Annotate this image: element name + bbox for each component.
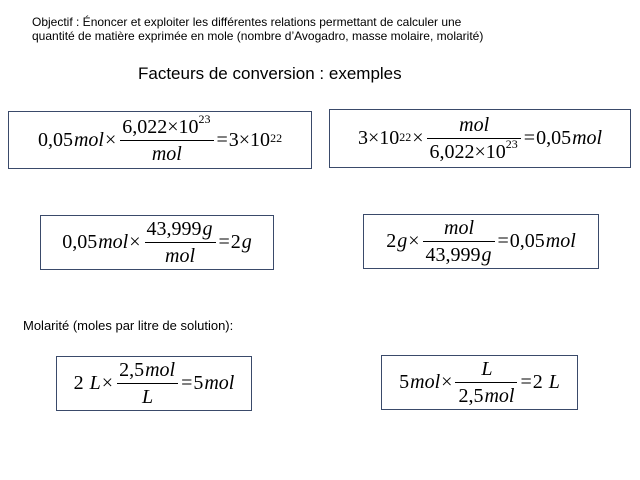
equation-box-5: [56, 356, 252, 411]
eq2-equals: =: [523, 127, 536, 149]
eq1-denominator: mol: [120, 140, 213, 165]
eq1-num-exponent: 23: [198, 111, 211, 126]
eq4-rhs-value: 0,05: [509, 230, 545, 252]
eq3-lhs-value: 0,05: [62, 231, 98, 253]
equation-1: 0,05 mol × $\frac{6,022\times 10^{23}}{\text{mol}}$ = 3×10 $^{22}$: [37, 111, 283, 165]
eq1-lhs-value: 0,05: [37, 128, 73, 151]
eq5-fraction: [116, 359, 178, 408]
eq2-rhs-value: 0,05: [536, 127, 572, 149]
eq6-fraction: [455, 358, 517, 407]
eq3-rhs-unit: g: [241, 231, 252, 253]
eq5-rhs-unit: mol: [204, 372, 235, 394]
eq1-num-mantissa: 6,022×10: [122, 115, 199, 138]
eq5-times: ×: [101, 372, 114, 394]
objective-text: [32, 15, 612, 43]
equation-4: [386, 217, 576, 266]
eq2-lhs-mantissa: 3×10: [357, 127, 400, 149]
eq1-equals: =: [216, 128, 228, 151]
eq5-lhs-value: 2: [73, 372, 84, 394]
eq1-rhs-mantissa: 3×10: [228, 128, 271, 151]
equation-box-2: [329, 109, 631, 168]
equation-3: [62, 218, 252, 267]
eq2-times: ×: [412, 127, 424, 149]
objective-line-2: quantité de matière exprimée en mole (nombre d’Avogadro, masse molaire, molarité): [32, 29, 484, 43]
eq4-den-value: 43,999: [425, 244, 481, 266]
equation-box-6: [381, 355, 578, 410]
eq3-numerator: [144, 218, 216, 242]
eq1-times: ×: [104, 128, 117, 151]
eq4-lhs-unit: g: [397, 230, 408, 252]
equation-6: [399, 358, 560, 407]
eq5-equals: =: [181, 372, 193, 394]
eq6-den-value: 2,5: [458, 385, 484, 407]
eq1-numerator: [119, 111, 213, 140]
eq4-times: ×: [408, 230, 420, 252]
eq3-denominator: mol: [145, 242, 216, 267]
molarity-heading: Molarité (moles par litre de solution):: [23, 318, 234, 333]
eq3-fraction: [144, 218, 216, 267]
eq6-den-unit: mol: [484, 385, 515, 407]
equation-box-4: [363, 214, 599, 269]
eq6-equals: =: [520, 371, 532, 393]
eq4-equals: =: [497, 230, 509, 252]
eq5-numerator: [116, 359, 178, 383]
eq4-denominator: [423, 241, 495, 266]
eq3-num-unit: g: [202, 218, 213, 240]
eq1-lhs-unit: mol: [73, 128, 104, 151]
eq3-rhs-value: 2: [230, 231, 241, 253]
eq6-lhs-unit: mol: [410, 371, 441, 393]
eq2-fraction: [427, 114, 521, 163]
eq5-denominator: L: [117, 383, 178, 408]
equation-box-1: [8, 111, 312, 169]
eq5-lhs-unit: L: [89, 372, 101, 394]
eq3-times: ×: [129, 231, 141, 253]
eq5-num-value: 2,5: [119, 359, 145, 381]
eq5-rhs-value: 5: [193, 372, 204, 394]
objective-line-1: Objectif : Énoncer et exploiter les différentes relations permettant de calculer une: [32, 15, 462, 29]
eq4-fraction: [423, 217, 495, 266]
eq3-equals: =: [218, 231, 230, 253]
equation-box-3: [40, 215, 274, 270]
eq3-num-value: 43,999: [146, 218, 202, 240]
eq6-times: ×: [441, 371, 453, 393]
equation-5: [74, 359, 235, 408]
equation-2: 3×10 $^{22}$ × $\frac{\text{mol}}{6,022\times 10^{23}}$ = 0,05 mol: [357, 114, 603, 163]
section-heading: Facteurs de conversion : exemples: [138, 64, 402, 83]
eq6-lhs-value: 5: [399, 371, 410, 393]
eq2-numerator: mol: [459, 114, 490, 136]
eq6-numerator: L: [481, 358, 493, 380]
eq4-numerator: mol: [444, 217, 474, 239]
eq2-denominator: [427, 138, 521, 163]
eq4-lhs-value: 2: [386, 230, 397, 252]
eq6-denominator: [455, 382, 517, 407]
eq2-den-exponent: 23: [505, 137, 518, 152]
eq5-num-unit: mol: [145, 359, 176, 381]
eq6-rhs-value: 2: [532, 371, 543, 393]
eq4-den-unit: g: [481, 244, 492, 266]
eq1-fraction: [119, 111, 213, 165]
eq3-lhs-unit: mol: [98, 231, 129, 253]
eq6-rhs-unit: L: [548, 371, 560, 393]
eq4-rhs-unit: mol: [545, 230, 576, 252]
eq2-rhs-unit: mol: [572, 127, 603, 149]
eq2-den-mantissa: 6,022×10: [429, 141, 506, 163]
